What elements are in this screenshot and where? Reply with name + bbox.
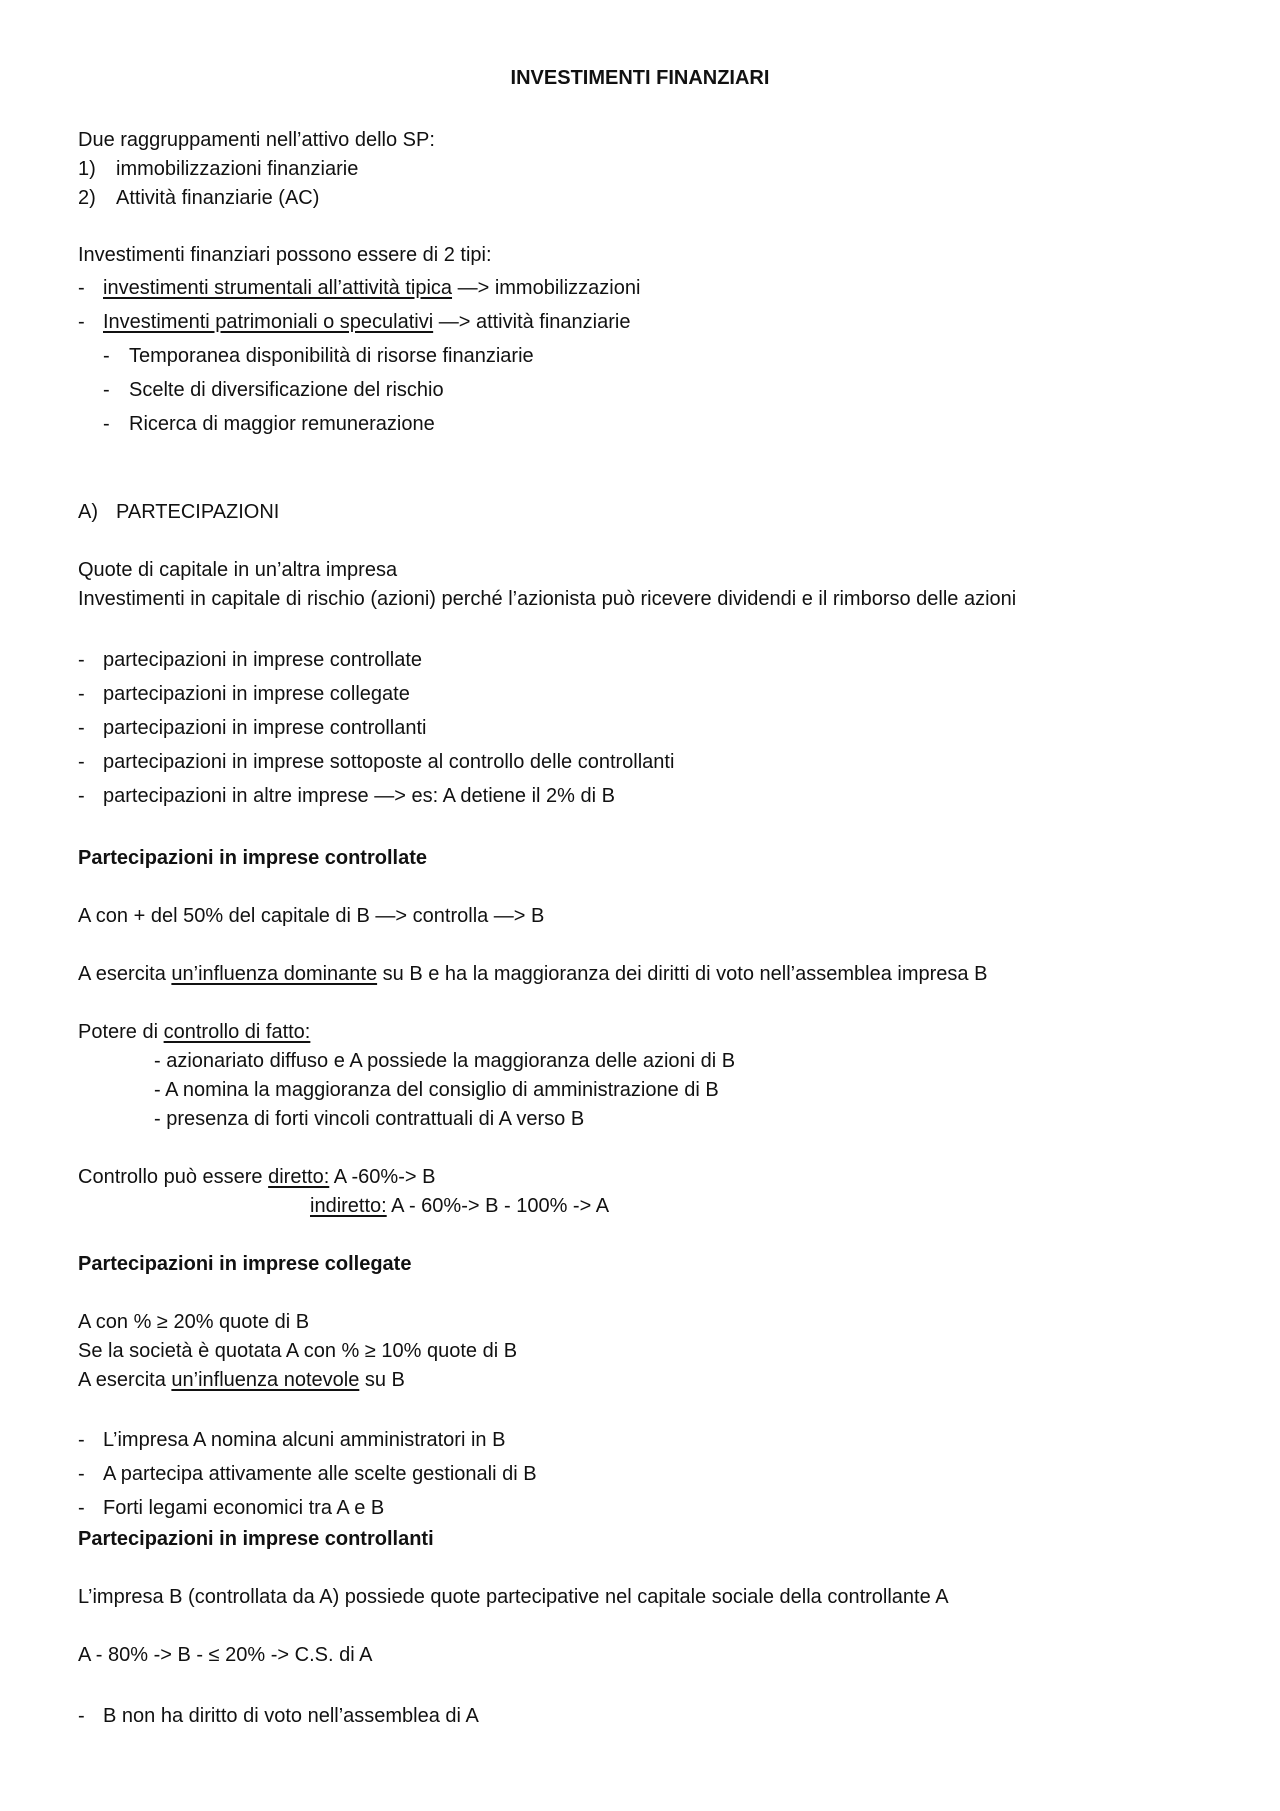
controllo-indiretto xyxy=(310,1194,609,1218)
quote-line: Quote di capitale in un’altra impresa xyxy=(78,559,398,581)
tipi-bullet-rest: —> attività finanziarie xyxy=(433,311,631,333)
tipi-bullet-underlined: Investimenti patrimoniali o speculativi xyxy=(103,311,434,333)
tipologia-item: partecipazioni in imprese sottoposte al controllo delle controllanti xyxy=(103,751,675,773)
collegate-line: Se la società è quotata A con % ≥ 10% quote di B xyxy=(78,1340,518,1362)
potere-item: - presenza di forti vincoli contrattuali di A verso B xyxy=(154,1108,585,1130)
section-heading: Partecipazioni in imprese controllanti xyxy=(78,1528,434,1550)
collegate-item: L’impresa A nomina alcuni amministratori in B xyxy=(103,1429,506,1451)
text-pre: A esercita xyxy=(78,963,172,985)
collegate-line: A con % ≥ 20% quote di B xyxy=(78,1311,310,1333)
text-pre: Potere di xyxy=(78,1021,164,1043)
tipi-subitem: Ricerca di maggior remunerazione xyxy=(129,413,435,435)
controllanti-line: A - 80% -> B - ≤ 20% -> C.S. di A xyxy=(78,1644,373,1666)
tipi-bullet-rest: —> immobilizzazioni xyxy=(452,277,641,299)
text-post: A - 60%-> B - 100% -> A xyxy=(386,1195,610,1217)
bullet-dash: - xyxy=(78,717,85,739)
text-post: su B e ha la maggioranza dei diritti di voto nell’assemblea impresa B xyxy=(377,963,988,985)
intro-item-number: 2) xyxy=(78,187,96,209)
collegate-influenza xyxy=(78,1368,405,1392)
text-underlined: indiretto: xyxy=(310,1195,387,1217)
tipologia-item: partecipazioni in imprese controllate xyxy=(103,649,423,671)
tipi-subitem: Temporanea disponibilità di risorse finanziarie xyxy=(129,345,534,367)
bullet-dash: - xyxy=(78,1429,85,1451)
bullet-dash: - xyxy=(78,1497,85,1519)
tipologia-item: partecipazioni in imprese collegate xyxy=(103,683,410,705)
controllanti-line: L’impresa B (controllata da A) possiede quote partecipative nel capitale sociale della controllante A xyxy=(78,1586,949,1608)
section-heading: Partecipazioni in imprese collegate xyxy=(78,1253,412,1275)
tipi-heading: Investimenti finanziari possono essere di 2 tipi: xyxy=(78,244,492,266)
intro-item-number: 1) xyxy=(78,158,96,180)
potere-item: - azionariato diffuso e A possiede la maggioranza delle azioni di B xyxy=(154,1050,736,1072)
text-underlined: un’influenza dominante xyxy=(171,963,378,985)
text-underlined: un’influenza notevole xyxy=(171,1369,360,1391)
potere-item: - A nomina la maggioranza del consiglio di amministrazione di B xyxy=(154,1079,719,1101)
bullet-dash: - xyxy=(78,649,85,671)
tipi-bullet xyxy=(103,310,630,334)
tipi-subitem: Scelte di diversificazione del rischio xyxy=(129,379,444,401)
text-pre: A esercita xyxy=(78,1369,172,1391)
bullet-dash: - xyxy=(78,751,85,773)
bullet-dash: - xyxy=(78,683,85,705)
intro-item: Attività finanziarie (AC) xyxy=(116,187,320,209)
text-underlined: diretto: xyxy=(268,1166,330,1188)
bullet-dash: - xyxy=(103,379,110,401)
page-title: INVESTIMENTI FINANZIARI xyxy=(510,67,770,89)
tipi-bullet-underlined: investimenti strumentali all’attività tipica xyxy=(103,277,453,299)
quote-line: Investimenti in capitale di rischio (azioni) perché l’azionista può ricevere dividendi e il rimborso delle azioni xyxy=(78,588,1017,610)
bullet-dash: - xyxy=(78,785,85,807)
collegate-item: Forti legami economici tra A e B xyxy=(103,1497,385,1519)
controllate-influenza xyxy=(78,962,987,986)
bullet-dash: - xyxy=(103,345,110,367)
bullet-dash: - xyxy=(78,277,85,299)
intro-item: immobilizzazioni finanziarie xyxy=(116,158,359,180)
collegate-item: A partecipa attivamente alle scelte gestionali di B xyxy=(103,1463,537,1485)
text-underlined: controllo di fatto: xyxy=(163,1021,311,1043)
section-heading: Partecipazioni in imprese controllate xyxy=(78,847,427,869)
bullet-dash: - xyxy=(103,413,110,435)
text-pre: Controllo può essere xyxy=(78,1166,269,1188)
controllate-line: A con + del 50% del capitale di B —> controlla —> B xyxy=(78,905,545,927)
tipologia-item: partecipazioni in imprese controllanti xyxy=(103,717,427,739)
controllanti-item: B non ha diritto di voto nell’assemblea di A xyxy=(103,1705,479,1727)
text-post: A -60%-> B xyxy=(329,1166,436,1188)
tipi-bullet xyxy=(103,276,640,300)
potere-line xyxy=(78,1020,310,1044)
section-title: PARTECIPAZIONI xyxy=(116,501,280,523)
bullet-dash: - xyxy=(78,311,85,333)
tipologia-item: partecipazioni in altre imprese —> es: A detiene il 2% di B xyxy=(103,785,615,807)
controllo-diretto xyxy=(78,1165,435,1189)
bullet-dash: - xyxy=(78,1463,85,1485)
intro-heading: Due raggruppamenti nell’attivo dello SP: xyxy=(78,129,435,151)
bullet-dash: - xyxy=(78,1705,85,1727)
section-letter: A) xyxy=(78,501,98,523)
text-post: su B xyxy=(359,1369,405,1391)
